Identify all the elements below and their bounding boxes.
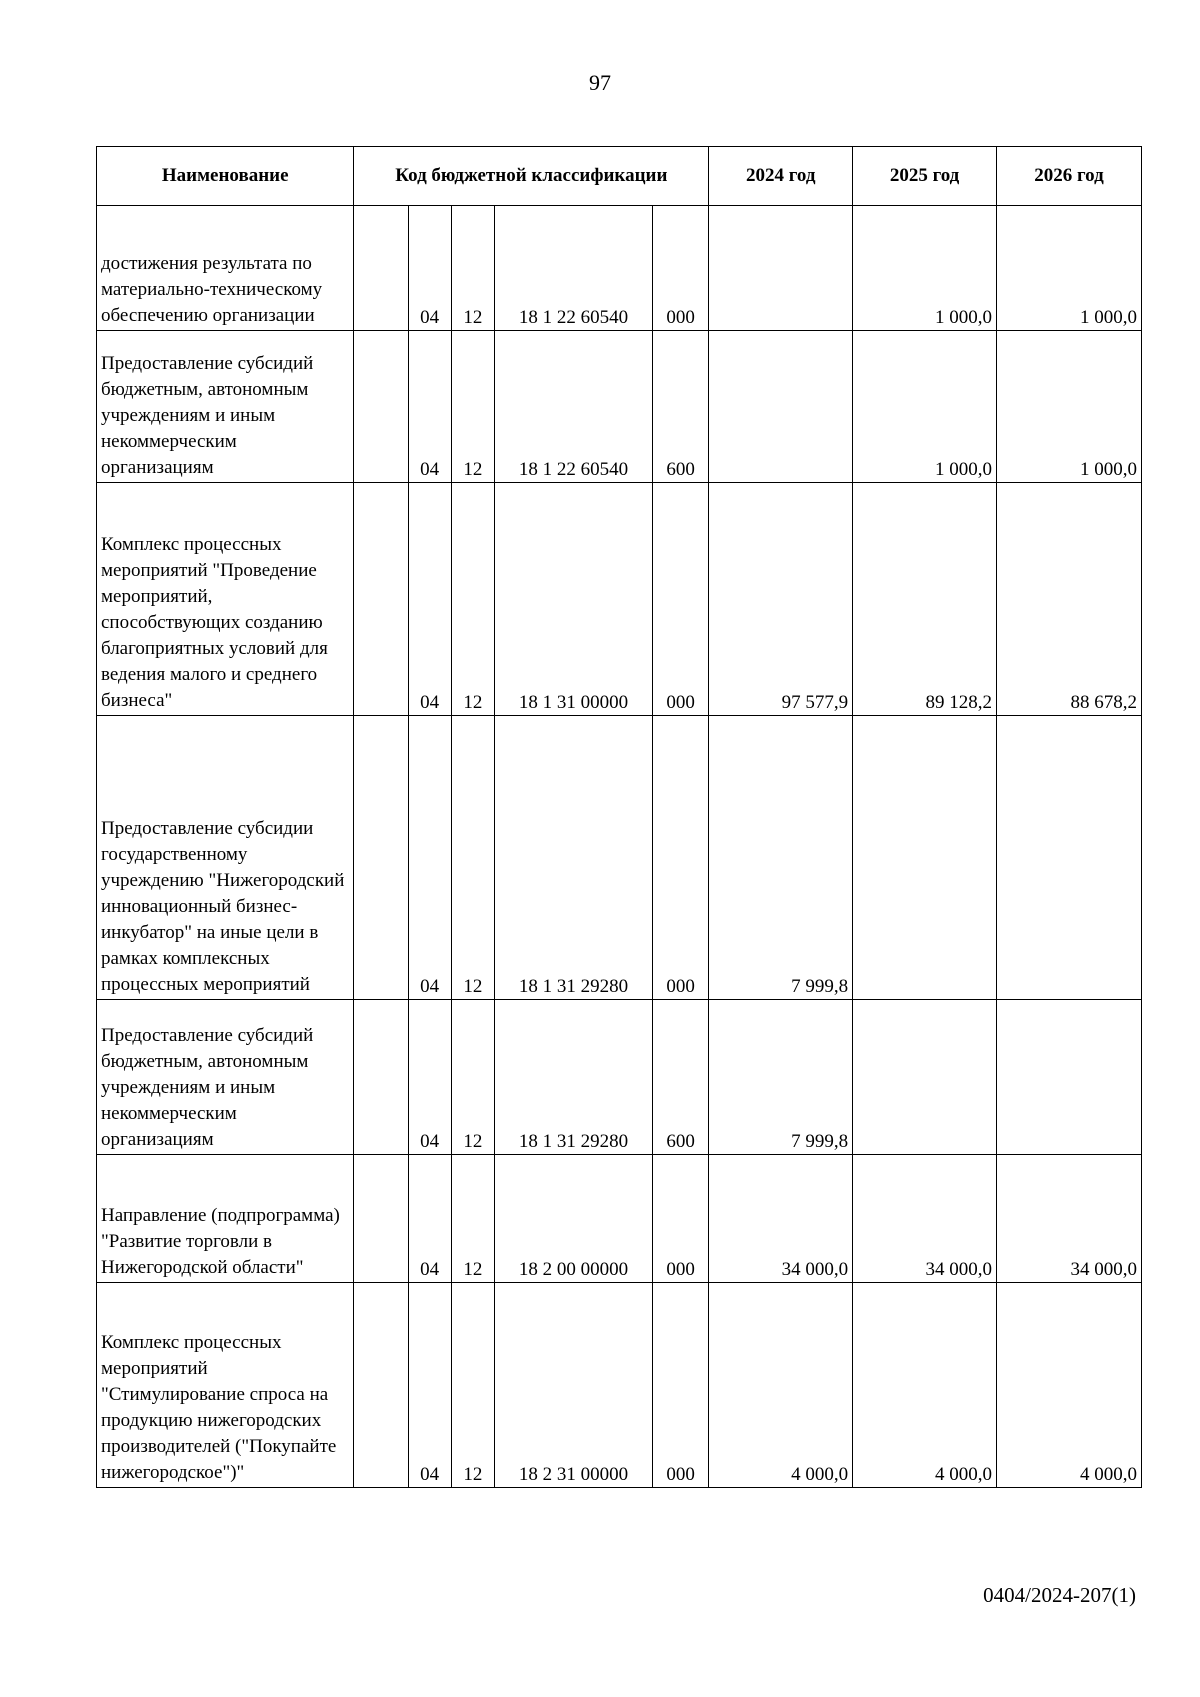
row-value-2025 bbox=[853, 1000, 997, 1155]
row-subsection: 12 bbox=[451, 206, 494, 331]
row-value-2026: 88 678,2 bbox=[997, 483, 1142, 716]
row-section: 04 bbox=[408, 206, 451, 331]
row-value-2026: 1 000,0 bbox=[997, 206, 1142, 331]
row-subsection: 12 bbox=[451, 1000, 494, 1155]
row-value-2026 bbox=[997, 1000, 1142, 1155]
row-subsection: 12 bbox=[451, 331, 494, 483]
row-value-2024: 7 999,8 bbox=[709, 1000, 853, 1155]
row-target-code: 18 1 22 60540 bbox=[495, 331, 653, 483]
table-row bbox=[97, 1000, 1142, 1155]
header-2026: 2026 год bbox=[997, 147, 1142, 206]
row-value-2024: 97 577,9 bbox=[709, 483, 853, 716]
row-subsection: 12 bbox=[451, 483, 494, 716]
row-type-code: 000 bbox=[652, 716, 708, 1000]
table-row bbox=[97, 1155, 1142, 1283]
table-row bbox=[97, 1283, 1142, 1488]
row-type-code: 600 bbox=[652, 1000, 708, 1155]
row-value-2025: 1 000,0 bbox=[853, 206, 997, 331]
budget-table bbox=[96, 146, 1142, 1488]
document-code: 0404/2024-207(1) bbox=[983, 1583, 1136, 1607]
header-code: Код бюджетной классификации bbox=[354, 147, 709, 206]
table-row bbox=[97, 716, 1142, 1000]
header-name: Наименование bbox=[97, 147, 354, 206]
page-number: 97 bbox=[589, 70, 611, 95]
table-header-row bbox=[97, 147, 1142, 206]
header-2025: 2025 год bbox=[853, 147, 997, 206]
row-value-2026 bbox=[997, 716, 1142, 1000]
row-value-2024 bbox=[709, 331, 853, 483]
row-name: Комплекс процессных мероприятий "Проведение мероприятий, способствующих созданию благоприятных условий для ведения малого и среднего бизнеса" bbox=[97, 483, 354, 716]
row-name: Предоставление субсидии государственному учреждению "Нижегородский инновационный бизнес-инкубатор" на иные цели в рамках комплексных процессных мероприятий bbox=[97, 716, 354, 1000]
row-value-2025: 1 000,0 bbox=[853, 331, 997, 483]
row-section: 04 bbox=[408, 1155, 451, 1283]
row-name: Комплекс процессных мероприятий "Стимулирование спроса на продукцию нижегородских производителей ("Покупайте нижегородское")" bbox=[97, 1283, 354, 1488]
table-row bbox=[97, 206, 1142, 331]
row-subsection: 12 bbox=[451, 1155, 494, 1283]
row-name: Предоставление субсидий бюджетным, автономным учреждениям и иным некоммерческим организациям bbox=[97, 331, 354, 483]
row-target-code: 18 1 31 29280 bbox=[495, 1000, 653, 1155]
row-type-code: 000 bbox=[652, 483, 708, 716]
header-2024: 2024 год bbox=[709, 147, 853, 206]
row-target-code: 18 2 31 00000 bbox=[495, 1283, 653, 1488]
row-value-2026: 1 000,0 bbox=[997, 331, 1142, 483]
row-target-code: 18 2 00 00000 bbox=[495, 1155, 653, 1283]
table-row bbox=[97, 331, 1142, 483]
row-value-2025 bbox=[853, 716, 997, 1000]
row-subsection: 12 bbox=[451, 716, 494, 1000]
row-type-code: 000 bbox=[652, 206, 708, 331]
row-section: 04 bbox=[408, 716, 451, 1000]
row-value-2024: 4 000,0 bbox=[709, 1283, 853, 1488]
row-value-2026: 4 000,0 bbox=[997, 1283, 1142, 1488]
row-type-code: 600 bbox=[652, 331, 708, 483]
row-type-code: 000 bbox=[652, 1155, 708, 1283]
row-target-code: 18 1 22 60540 bbox=[495, 206, 653, 331]
row-value-2026: 34 000,0 bbox=[997, 1155, 1142, 1283]
row-empty-cell bbox=[354, 1283, 408, 1488]
row-empty-cell bbox=[354, 1155, 408, 1283]
row-section: 04 bbox=[408, 1000, 451, 1155]
row-value-2025: 4 000,0 bbox=[853, 1283, 997, 1488]
row-value-2024: 34 000,0 bbox=[709, 1155, 853, 1283]
row-target-code: 18 1 31 29280 bbox=[495, 716, 653, 1000]
row-value-2025: 34 000,0 bbox=[853, 1155, 997, 1283]
row-value-2024: 7 999,8 bbox=[709, 716, 853, 1000]
row-value-2025: 89 128,2 bbox=[853, 483, 997, 716]
row-name: Направление (подпрограмма) "Развитие торговли в Нижегородской области" bbox=[97, 1155, 354, 1283]
row-section: 04 bbox=[408, 483, 451, 716]
row-value-2024 bbox=[709, 206, 853, 331]
row-empty-cell bbox=[354, 716, 408, 1000]
row-subsection: 12 bbox=[451, 1283, 494, 1488]
row-type-code: 000 bbox=[652, 1283, 708, 1488]
row-section: 04 bbox=[408, 1283, 451, 1488]
row-section: 04 bbox=[408, 331, 451, 483]
row-empty-cell bbox=[354, 331, 408, 483]
row-empty-cell bbox=[354, 206, 408, 331]
row-empty-cell bbox=[354, 1000, 408, 1155]
row-empty-cell bbox=[354, 483, 408, 716]
table-row bbox=[97, 483, 1142, 716]
row-name: Предоставление субсидий бюджетным, автономным учреждениям и иным некоммерческим организациям bbox=[97, 1000, 354, 1155]
row-name: достижения результата по материально-техническому обеспечению организации bbox=[97, 206, 354, 331]
row-target-code: 18 1 31 00000 bbox=[495, 483, 653, 716]
